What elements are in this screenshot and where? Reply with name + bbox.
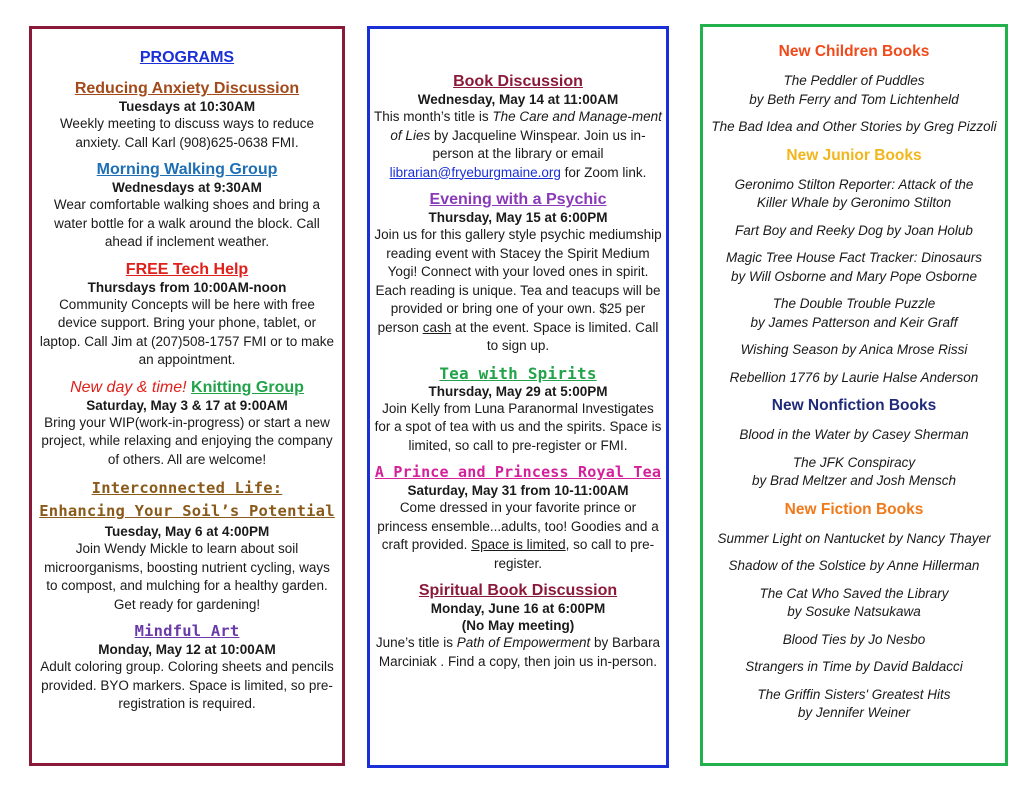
desc-text: June’s title is: [375, 635, 457, 650]
event-spiritual-book: [374, 581, 662, 671]
event-title: Book Discussion: [453, 73, 583, 90]
book-entry: Geronimo Stilton Reporter: Attack of the: [734, 176, 974, 192]
event-book-discussion: [374, 72, 662, 182]
event-note: (No May meeting): [461, 618, 575, 633]
book-entry: Blood Ties by Jo Nesbo: [782, 631, 926, 647]
book-entry: Rebellion 1776 by Laurie Halse Anderson: [729, 369, 979, 385]
desc-text: This month’s title is: [374, 109, 493, 124]
book-entry: The Griffin Sisters' Greatest Hits: [757, 686, 951, 702]
events-column: [367, 26, 669, 768]
desc-text: by Jacqueline Winspear. Join us in-person at the library or email: [430, 127, 646, 161]
section-title-nonfiction: New Nonfiction Books: [771, 397, 937, 414]
section-title-children: New Children Books: [778, 43, 930, 60]
book-entry: Shadow of the Solstice by Anne Hillerman: [728, 558, 980, 573]
event-royal-tea: [374, 463, 662, 573]
book-entry: Fart Boy and Reeky Dog by Joan Holub: [735, 222, 973, 238]
event-psychic: [374, 190, 662, 356]
desc-text: , so call to pre-register.: [493, 537, 655, 571]
book-entry: Strangers in Time by David Baldacci: [745, 659, 963, 674]
event-time: Tuesday, May 6 at 4:00PM: [104, 524, 270, 539]
event-description: Weekly meeting to discuss ways to reduce anxiety. Call Karl (908)625-0638 FMI.: [59, 116, 315, 150]
book-entry: Killer Whale by Geronimo Stilton: [756, 195, 952, 210]
book-entry: Magic Tree House Fact Tracker: Dinosaurs: [725, 250, 983, 265]
book-entry: by Jennifer Weiner: [797, 705, 911, 720]
event-time: Monday, May 12 at 10:00AM: [98, 642, 276, 657]
book-entry: The JFK Conspiracy: [792, 454, 916, 470]
event-description: [374, 634, 662, 671]
desc-text: at the event. Space is limited. Call to sign up.: [451, 319, 659, 353]
event-title: Spiritual Book Discussion: [418, 582, 618, 599]
program-morning-walking: [38, 160, 336, 252]
book-entry: by James Patterson and Keir Graff: [750, 314, 958, 330]
book-title: Path of Empowerment: [456, 635, 591, 650]
event-title: A Prince and Princess Royal Tea: [374, 463, 662, 481]
nonfiction-books: [707, 426, 1001, 491]
desc-text: Join us for this gallery style psychic mediumship reading event with Stacey the Spirit Medium Yogi! Connect with your loved ones in spirit. Each reading is unique. Tea and teacups will be provided or bring one of your own. $25 per person: [374, 227, 662, 335]
book-entry: The Double Trouble Puzzle: [772, 296, 936, 311]
event-title: Interconnected Life:: [91, 479, 283, 497]
event-description: [374, 226, 662, 356]
event-title: Reducing Anxiety Discussion: [74, 80, 300, 97]
event-time: Tuesdays at 10:30AM: [118, 99, 256, 114]
program-reducing-anxiety: [38, 79, 336, 152]
fiction-books: [707, 530, 1001, 723]
programs-column: [29, 26, 345, 766]
section-title-fiction: New Fiction Books: [784, 500, 924, 518]
event-time: Thursdays from 10:00AM-noon: [87, 279, 287, 295]
book-entry: The Peddler of Puddles: [783, 73, 925, 88]
event-description: Wear comfortable walking shoes and bring a water bottle for a walk around the block. Call ahead if inclement weather.: [53, 197, 321, 249]
program-interconnected-life: [38, 477, 336, 614]
book-entry: The Cat Who Saved the Library: [759, 585, 949, 601]
event-time: Wednesday, May 14 at 11:00AM: [417, 92, 619, 107]
event-title: Evening with a Psychic: [429, 191, 607, 208]
event-title: FREE Tech Help: [125, 260, 249, 278]
program-tech-help: [38, 260, 336, 370]
event-tea-spirits: [374, 364, 662, 456]
event-title-line-2: Enhancing Your Soil’s Potential: [39, 502, 335, 520]
book-entry: by Beth Ferry and Tom Lichtenheld: [749, 91, 959, 107]
event-time: Saturday, May 3 & 17 at 9:00AM: [86, 397, 288, 413]
event-title: Tea with Spirits: [439, 363, 597, 383]
event-title: Morning Walking Group: [96, 161, 278, 178]
event-time: Thursday, May 15 at 6:00PM: [428, 210, 608, 225]
book-entry: by Brad Meltzer and Josh Mensch: [751, 473, 957, 488]
event-time: Wednesdays at 9:30AM: [112, 180, 262, 195]
event-description: Community Concepts will be here with free device support. Bring your phone, tablet, or laptop. Call Jim at (207)508-1757 FMI or to make an appointment.: [39, 296, 335, 367]
book-entry: Summer Light on Nantucket by Nancy Thayer: [717, 530, 991, 546]
desc-text: for Zoom link.: [560, 164, 647, 180]
junior-books: [707, 176, 1001, 388]
program-mindful-art: [38, 622, 336, 714]
children-books: [707, 72, 1001, 137]
event-description: [374, 499, 662, 573]
event-title-row: [38, 378, 336, 397]
book-entry: Blood in the Water by Casey Sherman: [739, 427, 969, 442]
book-entry: by Sosuke Natsukawa: [787, 604, 921, 619]
book-entry: The Bad Idea and Other Stories by Greg Pizzoli: [711, 119, 997, 134]
book-title: The Care and Manage-ment of Lies: [390, 109, 662, 143]
email-link[interactable]: librarian@fryeburgmaine.org: [389, 164, 561, 180]
event-time: Saturday, May 31 from 10-11:00AM: [407, 483, 629, 498]
event-description: [374, 108, 662, 182]
program-knitting: [38, 378, 336, 470]
event-time: Thursday, May 29 at 5:00PM: [428, 383, 608, 399]
event-description: Join Kelly from Luna Paranormal Investigates for a spot of tea with us and the spirits. Space is limited, so call to pre-register or FMI.: [374, 400, 662, 453]
desc-text: by Barbara Marciniak . Find a copy, then join us in-person.: [378, 635, 661, 669]
space-limited-note: Space is limited: [471, 537, 566, 552]
desc-text: Come dressed in your favorite prince or princess ensemble...adults, too! Goodies and a craft provided.: [377, 500, 659, 552]
book-entry: Wishing Season by Anica Mrose Rissi: [740, 342, 968, 357]
event-title: Mindful Art: [134, 622, 240, 640]
cash-note: cash: [422, 319, 452, 335]
event-description: Join Wendy Mickle to learn about soil microorganisms, boosting nutrient cycling, ways to compost, and mulching for a healthy garden. Get ready for gardening!: [44, 541, 330, 612]
book-entry: by Will Osborne and Mary Pope Osborne: [731, 268, 977, 284]
event-time: Monday, June 16 at 6:00PM: [430, 601, 606, 616]
new-books-column: [700, 24, 1008, 766]
programs-title: PROGRAMS: [139, 49, 235, 66]
event-description: Bring your WIP(work-in-progress) or start a new project, while relaxing and enjoying the company of others. All are welcome!: [41, 414, 333, 467]
section-title-junior: New Junior Books: [786, 146, 922, 164]
event-title: Knitting Group: [191, 378, 304, 396]
new-day-time-note: New day & time!: [70, 378, 187, 396]
event-description: Adult coloring group. Coloring sheets and pencils provided. BYO markers. Space is limited, so pre-registration is required.: [40, 659, 334, 711]
